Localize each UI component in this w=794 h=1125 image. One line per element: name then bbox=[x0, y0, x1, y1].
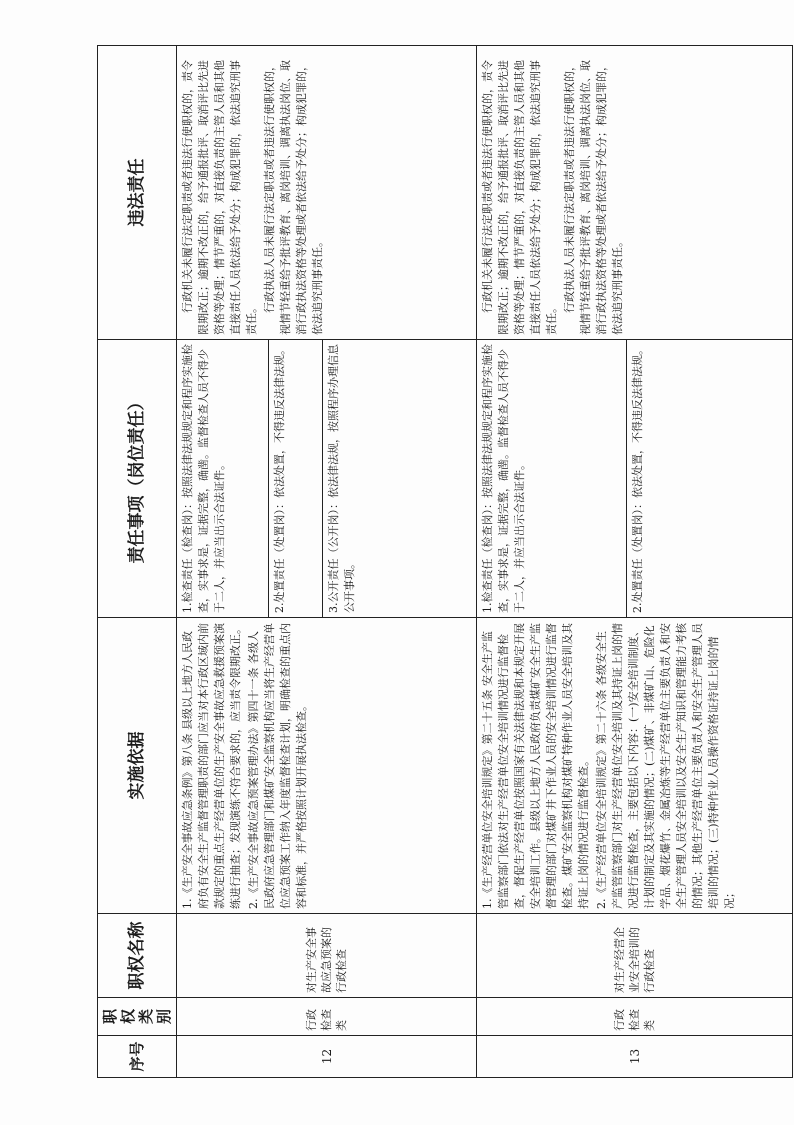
responsibility-table bbox=[97, 45, 793, 1078]
row-name: 对生产经营企业安全培训的行政检查 bbox=[477, 914, 793, 998]
liability-item: 行政执法人员未履行法定职责或者违法行使职权的，视情节轻重给予批评教育、离岗培训、调离执法岗位、取消行政执法资格等处理或者依法给予处分；构成犯罪的，依法追究刑事责任。 bbox=[263, 60, 324, 335]
duty-item: 2.处置责任（处置岗）：依法处置，不得违反法律法规。 bbox=[631, 344, 644, 613]
row-seq: 12 bbox=[177, 1036, 477, 1078]
row-name: 对生产安全事故应急预案的行政检查 bbox=[177, 914, 477, 998]
basis-item: 2.《生产经营单位安全培训规定》第二十六条 各级安全生产监管监察部门对生产经营单位安全培训及其持证上岗的情况进行监督检查，主要包括以下内容：(一)安全培训制度、计划的制定及其实施的情况；(二)煤矿、非煤矿山、危险化学品、烟花爆竹、金属冶炼等生产经营单位主要负责人和安全生产管理人员安全培训以及安全生产知识和管理能力考核的情况；其他生产经营单位主要负责人和安全生产管理人员培训的情况；(三)特种作业人员操作资格证持证上岗的情况； bbox=[595, 623, 736, 909]
row-duty bbox=[477, 340, 793, 618]
duty-item: 1.检查责任（检查岗）：按照法律法规规定和程序实施检查，实事求是，证据完整，确凿。监督检查人员不得少于二人，并应当出示合法证件。 bbox=[477, 340, 627, 617]
header-row bbox=[98, 46, 177, 1078]
rotated-table-container bbox=[97, 46, 791, 1078]
duty-item: 3.公开责任（公开岗）：依法律法规，按照程序办理信息公开事项。 bbox=[327, 344, 356, 613]
table-row bbox=[177, 46, 477, 1078]
row-category: 行政检查类 bbox=[477, 998, 793, 1036]
basis-item: 1.《生产经营单位安全培训规定》第二十五条 安全生产监管监察部门依法对生产经营单位安全培训情况进行监督检查，督促生产经营单位按照国家有关法律法规和本规定开展安全培训工作。县级以上地方人民政府负责煤矿安全生产监督管理的部门对煤矿井下作业人员的安全培训情况进行监督检查。煤矿安全监察机构对煤矿特种作业人员安全培训及其持证上岗的情况进行监督检查。 bbox=[481, 623, 590, 909]
row-basis bbox=[477, 618, 793, 914]
liability-item: 行政执法人员未履行法定职责或者违法行使职权的，视情节轻重给予批评教育、离岗培训、调离执法岗位、取消行政执法资格等处理或者依法给予处分；构成犯罪的，依法追究刑事责任。 bbox=[563, 60, 624, 335]
duty-item: 1.检查责任（检查岗）：按照法律法规规定和程序实施检查，实事求是，证据完整，确凿。监督检查人员不得少于二人，并应当出示合法证件。 bbox=[177, 340, 269, 617]
basis-item: 2.《生产安全事故应急预案管理办法》第四十一条 各级人民政府应急管理部门和煤矿安全监察机构应当将生产经营单位应急预案工作纳入年度监督检查计划，明确检查的重点内容和标准，并严格按照计划开展执法检查。 bbox=[247, 623, 308, 909]
header-duty: 责任事项（岗位责任） bbox=[98, 340, 177, 618]
row-liability bbox=[477, 46, 793, 340]
row-duty bbox=[177, 340, 477, 618]
header-name: 职权名称 bbox=[98, 914, 177, 998]
table-row bbox=[477, 46, 793, 1078]
row-seq: 13 bbox=[477, 1036, 793, 1078]
liability-item: 行政机关未履行法定职责或者违法行使职权的，责令限期改正；逾期不改正的，给予通报批评、取消评比先进资格等处理；情节严重的，对直接负责的主管人员和其他直接责任人员依法给予处分；构成犯罪的，依法追究刑事责任。 bbox=[481, 60, 558, 335]
row-category: 行政检查类 bbox=[177, 998, 477, 1036]
basis-item: 1.《生产安全事故应急条例》第八条 县级以上地方人民政府负有安全生产监督管理职责的部门应当对本行政区域内前款规定的重点生产经营单位的生产安全事故应急救援预案演练进行抽查；发现演练不符合要求的，应当责令限期改正。 bbox=[181, 623, 242, 909]
row-basis bbox=[177, 618, 477, 914]
row-liability bbox=[177, 46, 477, 340]
liability-item: 行政机关未履行法定职责或者违法行使职权的，责令限期改正；逾期不改正的，给予通报批评、取消评比先进资格等处理；情节严重的，对直接负责的主管人员和其他直接责任人员依法给予处分；构成犯罪的，依法追究刑事责任。 bbox=[181, 60, 258, 335]
duty-item: 2.处置责任（处置岗）：依法处置，不得违反法律法规。 bbox=[269, 340, 323, 617]
header-liability: 违法责任 bbox=[98, 46, 177, 340]
header-basis: 实施依据 bbox=[98, 618, 177, 914]
header-category: 职权类别 bbox=[98, 998, 177, 1036]
header-seq: 序号 bbox=[98, 1036, 177, 1078]
